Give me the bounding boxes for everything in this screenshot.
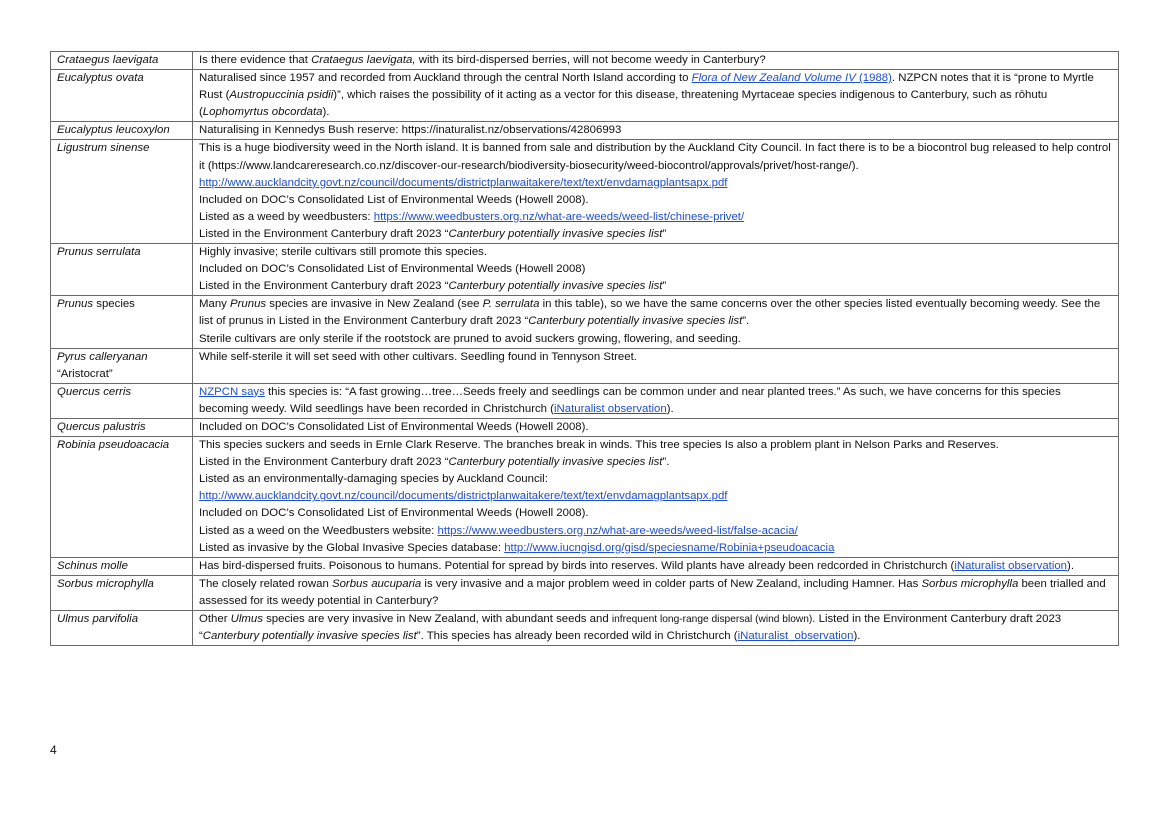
concern-line <box>199 192 1113 209</box>
table-row <box>51 140 1119 244</box>
concern-cell <box>193 70 1119 122</box>
concern-line <box>199 558 1113 575</box>
concern-line <box>199 471 1113 488</box>
text-segment: species are very invasive in New Zealand, with abundant seeds and <box>262 613 612 625</box>
concern-cell <box>193 557 1119 575</box>
italic-text: Crataegus laevigata, <box>311 54 416 66</box>
text-segment: Naturalising in Kennedys Bush reserve: https://inaturalist.nz/observations/42806993 <box>199 124 622 137</box>
table-row <box>51 611 1119 646</box>
species-name-cell <box>51 122 193 140</box>
italic-text: Austropuccinia psidii <box>229 89 334 102</box>
text-segment: ). <box>853 630 861 643</box>
concern-line <box>199 175 1113 192</box>
text-segment: )”, which raises the possibility of it acting as a vector for this disease, threatening Myrtaceae species indigenous to Canterbury, such as rōhutu ( <box>199 89 1048 119</box>
reference-link[interactable]: iNaturalist observation <box>553 402 667 415</box>
species-name: Pyrus calleryanan <box>57 350 148 363</box>
reference-link[interactable]: http://www.iucngisd.org/gisd/speciesname/Robinia+pseudoacacia <box>504 541 835 554</box>
text-segment: ). <box>322 106 330 119</box>
reference-link[interactable]: iNaturalist_observation <box>737 630 854 643</box>
reference-link[interactable]: https://www.weedbusters.org.nz/what-are-weeds/weed-list/chinese-privet/ <box>373 210 745 223</box>
reference-link[interactable]: https://www.weedbusters.org.nz/what-are-weeds/weed-list/false-acacia/ <box>437 524 798 537</box>
concern-line <box>199 611 1113 645</box>
species-name: Robinia pseudoacacia <box>57 439 170 452</box>
text-segment: This is a huge biodiversity weed in the North island. It is banned from sale and distribution by the Auckland City Council. In fact there is to be a biocontrol bug released to help control it (https://www.landcareresearch.co.nz/discover-our-research/biodiversity-biosecurity/weed-biocontrol/approvals/privet/host-range/). <box>199 142 1111 172</box>
concern-line <box>199 523 1113 540</box>
species-name-cell <box>51 437 193 558</box>
text-segment: ”. <box>742 315 750 328</box>
text-segment: ”. This species has already been recorded wild in Christchurch ( <box>416 630 738 643</box>
species-name-cell <box>51 611 193 646</box>
italic-text: Lophomyrtus obcordata <box>202 106 323 119</box>
italic-text: Canterbury potentially invasive species list <box>448 280 663 293</box>
species-name: Schinus molle <box>57 559 128 572</box>
text-segment: Listed in the Environment Canterbury draft 2023 “ <box>199 280 449 293</box>
text-segment: Included on DOC’s Consolidated List of Environmental Weeds (Howell 2008). <box>199 507 589 520</box>
species-name: Ligustrum sinense <box>57 142 150 155</box>
table-row <box>51 70 1119 122</box>
table-row <box>51 557 1119 575</box>
text-segment: with its bird-dispersed berries, will not become weedy in Canterbury? <box>415 54 766 66</box>
species-name: Crataegus laevigata <box>57 54 159 66</box>
table-row <box>51 52 1119 70</box>
text-segment: ). <box>1067 559 1074 572</box>
table-row <box>51 348 1119 383</box>
text-segment: . NZPCN notes that it is “prone to Myrtle Rust ( <box>199 72 1094 102</box>
species-name-cell <box>51 575 193 610</box>
reference-link[interactable]: iNaturalist observation <box>954 559 1068 572</box>
concern-cell <box>193 244 1119 296</box>
table-row <box>51 296 1119 348</box>
concern-cell <box>193 348 1119 383</box>
species-name-cell <box>51 557 193 575</box>
text-segment: The closely related rowan <box>199 577 332 590</box>
text-segment: this species is: “A fast growing…tree…Seeds freely and seedlings can be common under and near planted trees.” As such, we have concerns for this species becoming weedy. Wild seedlings have been recorded in Christchurch ( <box>199 385 1061 415</box>
species-name-cell <box>51 140 193 244</box>
text-segment: ). <box>666 402 674 415</box>
italic-text: P. serrulata <box>482 298 540 311</box>
text-segment: Included on DOC’s Consolidated List of Environmental Weeds (Howell 2008). <box>199 420 589 433</box>
species-name-cell <box>51 244 193 296</box>
species-name-cell <box>51 52 193 70</box>
species-name: Sorbus microphylla <box>57 577 154 590</box>
reference-link[interactable]: (1988) <box>855 72 892 85</box>
text-segment: Naturalised since 1957 and recorded from Auckland through the central North Island according to <box>199 72 692 85</box>
concern-cell <box>193 383 1119 418</box>
species-name: Ulmus parvifolia <box>57 613 139 625</box>
concern-line <box>199 454 1113 471</box>
table-row <box>51 418 1119 436</box>
italic-text: Sorbus microphylla <box>921 577 1019 590</box>
concern-line <box>199 505 1113 522</box>
text-segment: Highly invasive; sterile cultivars still promote this species. <box>199 246 488 259</box>
italic-text: Ulmus <box>230 613 263 625</box>
concern-cell <box>193 437 1119 558</box>
concern-cell <box>193 296 1119 348</box>
concern-cell <box>193 52 1119 70</box>
italic-text: Sorbus aucuparia <box>331 577 422 590</box>
concern-line <box>199 437 1113 454</box>
species-table <box>50 51 1119 646</box>
concern-line <box>199 349 1113 366</box>
text-segment: ” <box>662 227 667 240</box>
species-name: Quercus cerris <box>57 385 132 398</box>
concern-cell <box>193 122 1119 140</box>
concern-line <box>199 331 1113 348</box>
text-segment: Listed as a weed by weedbusters: <box>199 210 374 223</box>
concern-cell <box>193 418 1119 436</box>
reference-link[interactable]: http://www.aucklandcity.govt.nz/council/documents/districtplanwaitakere/text/text/envdamagplantsapx.pdf <box>199 490 728 503</box>
concern-cell <box>193 140 1119 244</box>
species-table-body <box>51 52 1119 646</box>
species-name: Quercus palustris <box>57 420 146 433</box>
text-segment: Listed as invasive by the Global Invasive Species database: <box>199 541 505 554</box>
text-segment: Listed in the Environment Canterbury draft 2023 “ <box>199 227 449 240</box>
text-segment: Many <box>199 298 231 311</box>
concern-line <box>199 296 1113 330</box>
page-number: 4 <box>50 743 57 757</box>
concern-line <box>199 419 1113 436</box>
species-name: Eucalyptus leucoxylon <box>57 124 170 137</box>
text-segment: ”. <box>662 456 670 469</box>
concern-line <box>199 540 1113 557</box>
text-segment: Has bird-dispersed fruits. Poisonous to humans. Potential for spread by birds into reserves. Wild plants have already been redcorded in Christchurch ( <box>199 559 955 572</box>
text-segment: Other <box>199 613 231 625</box>
text-segment: . Listed in the Environment Canterbury draft 2023 “ <box>199 613 1062 643</box>
concern-line <box>199 70 1113 121</box>
text-segment: Is there evidence that <box>199 54 312 66</box>
italic-text: Canterbury potentially invasive species list <box>448 227 663 240</box>
text-segment: is very invasive and a major problem weed in colder parts of New Zealand, including Hamner. Has <box>421 577 922 590</box>
reference-link[interactable]: NZPCN says <box>199 385 265 398</box>
concern-line <box>199 261 1113 278</box>
concern-line <box>199 488 1113 505</box>
species-name-cell <box>51 296 193 348</box>
italic-text: Prunus <box>230 298 267 311</box>
table-row <box>51 383 1119 418</box>
reference-link[interactable]: http://www.aucklandcity.govt.nz/council/documents/districtplanwaitakere/text/text/envdamagplantsapx.pdf <box>199 176 728 189</box>
concern-line <box>199 244 1113 261</box>
text-segment: Listed as an environmentally-damaging species by Auckland Council: <box>199 473 548 486</box>
concern-line <box>199 140 1113 174</box>
text-segment: While self-sterile it will set seed with other cultivars. Seedling found in Tennyson Street. <box>199 350 637 363</box>
concern-line <box>199 226 1113 243</box>
concern-line <box>199 278 1113 295</box>
concern-cell <box>193 575 1119 610</box>
text-segment: This species suckers and seeds in Ernle Clark Reserve. The branches break in winds. This tree species Is also a problem plant in Nelson Parks and Reserves. <box>199 439 999 452</box>
italic-text: Canterbury potentially invasive species list <box>448 456 663 469</box>
table-row <box>51 122 1119 140</box>
text-segment: in this table), so we have the same concerns over the other species listed eventually becoming weedy. See the list of prunus in Listed in the Environment Canterbury draft 2023 “ <box>199 298 1101 328</box>
table-row <box>51 244 1119 296</box>
text-segment: Listed as a weed on the Weedbusters website: <box>199 524 438 537</box>
concern-line <box>199 122 1113 139</box>
text-segment: Sterile cultivars are only sterile if the rootstock are pruned to avoid suckers growing, flowering, and seeding. <box>199 332 741 345</box>
species-name-suffix: species <box>93 298 135 311</box>
cultivar-name: “Aristocrat” <box>57 367 113 380</box>
table-row <box>51 437 1119 558</box>
text-segment: species are invasive in New Zealand (see <box>266 298 483 311</box>
concern-line <box>199 576 1113 610</box>
species-name: Prunus serrulata <box>57 246 141 259</box>
small-text: infrequent long-range dispersal (wind blown) <box>611 614 813 625</box>
concern-line <box>199 52 1113 69</box>
text-segment: been trialled and assessed for its weedy potential in Canterbury? <box>199 577 1106 607</box>
concern-line <box>199 384 1113 418</box>
italic-text: Canterbury potentially invasive species list <box>202 630 417 643</box>
italic-text: Canterbury potentially invasive species list <box>528 315 743 328</box>
concern-cell <box>193 611 1119 646</box>
text-segment: Included on DOC’s Consolidated List of Environmental Weeds (Howell 2008). <box>199 193 589 206</box>
text-segment: Included on DOC’s Consolidated List of Environmental Weeds (Howell 2008) <box>199 263 586 276</box>
species-name-cell <box>51 348 193 383</box>
concern-line <box>199 209 1113 226</box>
species-name-cell <box>51 418 193 436</box>
text-segment: ” <box>662 280 667 293</box>
table-row <box>51 575 1119 610</box>
species-name-cell <box>51 383 193 418</box>
text-segment: Listed in the Environment Canterbury draft 2023 “ <box>199 456 449 469</box>
species-name-cell <box>51 70 193 122</box>
species-name: Prunus <box>57 298 94 311</box>
reference-link[interactable]: Flora of New Zealand Volume IV <box>691 72 856 85</box>
species-name: Eucalyptus ovata <box>57 72 144 85</box>
